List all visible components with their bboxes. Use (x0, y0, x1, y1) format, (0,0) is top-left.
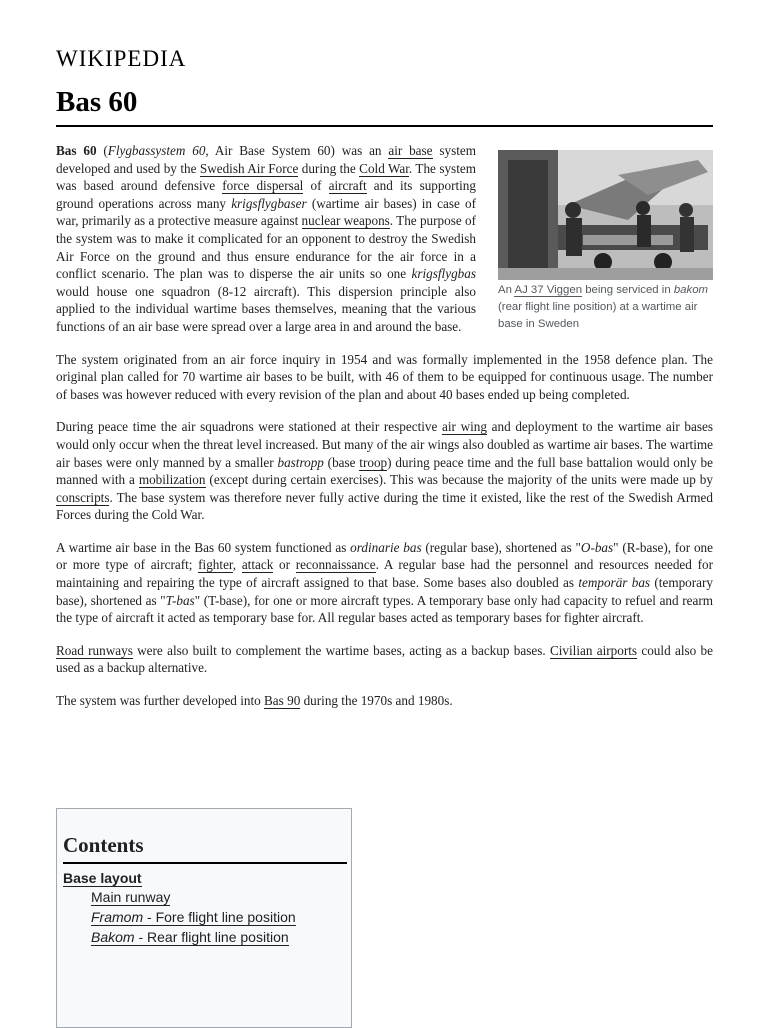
paragraph-successor: The system was further developed into Bas 90 during the 1970s and 1980s. (56, 693, 453, 709)
conscripts-link[interactable]: conscripts (56, 489, 110, 505)
swedish-air-force-link[interactable]: Swedish Air Force (199, 160, 299, 176)
paragraph-peacetime: During peace time the air squadrons were stationed at their respective air wing and deployment to the wartime air bases would only occur when the threat level increased. But many of the air wings also doubled as wartime air bases. The wartime air bases were only manned by a smaller bastropp (base troop) during peace time and the full base battalion would only be manned with a mobilization (except during certain exercises). This was because the majority of the units were made up by conscripts. The base system was therefore never fully active during the time it existed, like the rest of the Swedish Armed Forces during the Cold War. (56, 419, 713, 523)
title-divider (56, 125, 713, 127)
paragraph-base-types: A wartime air base in the Bas 60 system functioned as ordinarie bas (regular base), shortened as "O-bas" (R-base), for one or more type of aircraft; fighter, attack or reconnaissance. A regular base had the personnel and resources needed for maintaining and repairing the type of aircraft assigned to that base. Some bases also doubled as temporär bas (temporary base), shortened as "T-bas" (T-base), for one or more aircraft types. A temporary base only had capacity to refuel and rearm the type of aircraft it acted as temporary base for. All regular bases acted as temporary bases for fighter aircraft. (56, 539, 713, 626)
nuclear-weapons-link[interactable]: nuclear weapons (301, 213, 390, 229)
thumbnail-figure (498, 150, 713, 333)
viggen-photo[interactable] (498, 150, 713, 280)
air-wing-link[interactable]: air wing (442, 419, 487, 435)
reconnaissance-link[interactable]: reconnaissance (295, 557, 376, 573)
civilian-airports-link[interactable]: Civilian airports (549, 642, 638, 658)
toc-item-base-layout[interactable]: Base layout (63, 870, 142, 886)
page-title: Bas 60 (56, 86, 138, 118)
toc-title: Contents (63, 833, 347, 864)
table-of-contents (56, 808, 352, 1028)
toc-item-main-runway[interactable]: Main runway (91, 889, 171, 905)
aj37-viggen-link[interactable]: AJ 37 Viggen (514, 284, 583, 296)
troop-link[interactable]: troop (359, 454, 388, 470)
paragraph-intro: Bas 60 (Flygbassystem 60, Air Base System 60) was an air base system developed and used by the Swedish Air Force during the Cold War. The system was based around defensive force dispersal of aircraft and its supporting ground operations across many krigsflygbaser (wartime air bases) in case of war, primarily as a protective measure against nuclear weapons. The purpose of the system was to make it complicated for an opponent to destroy the Swedish Air Force on the ground and thus ensure endurance for the air force in a conflict scenario. The plan was to disperse the air units so one krigsflygbas would house one squadron (8-12 aircraft). This dispersion principle also applied to the individual wartime bases themselves, meaning that the various functions of an air base were spread over a large area in and around the base. (56, 143, 476, 334)
toc-item-framom[interactable]: Framom - Fore flight line position (91, 909, 296, 925)
bas-90-link[interactable]: Bas 90 (264, 693, 301, 709)
mobilization-link[interactable]: mobilization (138, 472, 206, 488)
road-runways-link[interactable]: Road runways (56, 642, 133, 658)
paragraph-history: The system originated from an air force inquiry in 1954 and was formally implemented in the 1958 defence plan. The original plan called for 70 wartime air bases to be built, with 46 of them to be equipped for continuous usage. The number of bases was however reduced with every revision of the plan and about 40 bases ended up being completed. (56, 351, 713, 402)
toc-item-bakom[interactable]: Bakom - Rear flight line position (91, 929, 289, 945)
aircraft-link[interactable]: aircraft (328, 178, 367, 194)
wikipedia-wordmark[interactable]: WIKIPEDIA (56, 46, 187, 71)
article-body (56, 142, 713, 725)
figure-caption: An AJ 37 Viggen being serviced in bakom (rear flight line position) at a wartime air base in Sweden (498, 284, 709, 330)
fighter-link[interactable]: fighter (198, 557, 233, 573)
attack-link[interactable]: attack (241, 557, 274, 573)
paragraph-backup: Road runways were also built to complement the wartime bases, acting as a backup bases. Civilian airports could also be used as a backup alternative. (56, 642, 713, 676)
force-dispersal-link[interactable]: force dispersal (222, 178, 304, 194)
air-base-link[interactable]: air base (388, 143, 433, 158)
cold-war-link[interactable]: Cold War (359, 160, 409, 176)
